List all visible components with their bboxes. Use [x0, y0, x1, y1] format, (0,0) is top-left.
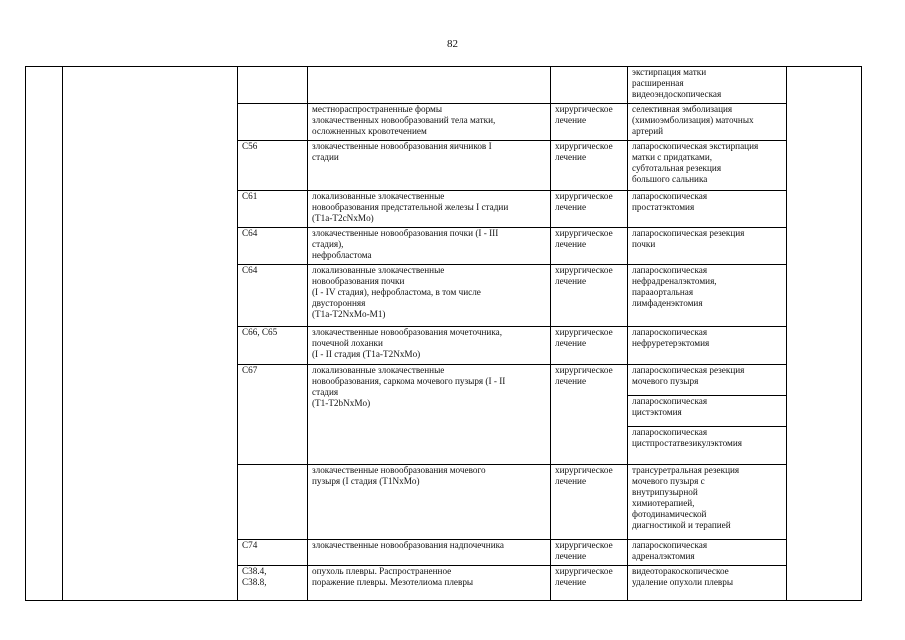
method-text: лапароскопическая простатэктомия: [632, 191, 708, 212]
treatment-cell: хирургическое лечение: [551, 327, 628, 365]
code-cell: C67: [238, 365, 308, 465]
treatment-cell: хирургическое лечение: [551, 465, 628, 540]
condition-cell: локализованные злокачественные новообразования почки (I - IV стадия), нефробластома, в том числе двусторонняя (T1a-T2NxMo-M1): [308, 265, 551, 327]
condition-cell: злокачественные новообразования почки (I - III стадия), нефробластома: [308, 228, 551, 265]
method-cell: [628, 465, 787, 540]
norm-column-cell: [787, 67, 862, 601]
method-text: лапароскопическая нефруретерэктомия: [632, 327, 710, 348]
method-cell: [628, 365, 787, 465]
method-cell: [628, 141, 787, 191]
page-number: 82: [447, 38, 458, 50]
condition-cell: опухоль плевры. Распространенное поражение плевры. Мезотелиома плевры: [308, 566, 551, 601]
method-text: лапароскопическая резекция почки: [632, 228, 745, 249]
method-text: экстирпация матки расширенная видеоэндоскопическая: [632, 67, 722, 99]
method-cell: [628, 67, 787, 104]
method-text: лапароскопическая цистпростатвезикулэктомия: [628, 426, 786, 449]
method-cell: [628, 327, 787, 365]
condition-cell: злокачественные новообразования мочеточника, почечной лоханки (I - II стадия (T1a-T2NxMo): [308, 327, 551, 365]
code-cell: C38.4, C38.8,: [238, 566, 308, 601]
treatment-cell: хирургическое лечение: [551, 265, 628, 327]
condition-cell: локализованные злокачественные новообразования предстательной железы I стадии (T1a-T2cNxMo): [308, 191, 551, 228]
code-cell: C66, C65: [238, 327, 308, 365]
code-cell: C64: [238, 228, 308, 265]
condition-cell: локализованные злокачественные новообразования, саркома мочевого пузыря (I - II стадия (T1-T2bNxMo): [308, 365, 551, 465]
procedures-table: [25, 66, 862, 601]
method-text: лапароскопическая цистэктомия: [628, 395, 786, 426]
condition-cell: злокачественные новообразования мочевого пузыря (I стадия (T1NxMo): [308, 465, 551, 540]
code-cell: [238, 67, 308, 104]
code-cell: [238, 465, 308, 540]
condition-cell: злокачественные новообразования яичников I стадии: [308, 141, 551, 191]
code-cell: C61: [238, 191, 308, 228]
method-text: лапароскопическая экстирпация матки с придатками, субтотальная резекция большого сальника: [632, 141, 759, 184]
treatment-cell: хирургическое лечение: [551, 191, 628, 228]
treatment-cell: хирургическое лечение: [551, 566, 628, 601]
condition-cell: [308, 67, 551, 104]
method-text: селективная эмболизация (химиоэмболизация) маточных артерий: [632, 104, 754, 136]
code-cell: C56: [238, 141, 308, 191]
method-text: видеоторакоскопическое удаление опухоли плевры: [632, 566, 734, 587]
profile-column-cell: [63, 67, 238, 601]
code-cell: [238, 104, 308, 141]
method-text: лапароскопическая нефрадреналэктомия, парааортальная лимфаденэктомия: [632, 265, 717, 308]
method-text: трансуретральная резекция мочевого пузыря с внутрипузырной химиотерапией, фотодинамической диагностикой и терапией: [632, 465, 740, 530]
method-cell: [628, 540, 787, 566]
condition-cell: местнораспространенные формы злокачественных новообразований тела матки, осложненных кровотечением: [308, 104, 551, 141]
treatment-cell: хирургическое лечение: [551, 540, 628, 566]
code-cell: C74: [238, 540, 308, 566]
treatment-cell: [551, 67, 628, 104]
code-cell: C64: [238, 265, 308, 327]
condition-cell: злокачественные новообразования надпочечника: [308, 540, 551, 566]
treatment-cell: хирургическое лечение: [551, 365, 628, 465]
index-column-cell: [26, 67, 63, 601]
method-cell: [628, 265, 787, 327]
treatment-cell: хирургическое лечение: [551, 141, 628, 191]
table-row: [26, 67, 862, 104]
method-cell: [628, 566, 787, 601]
method-cell: [628, 191, 787, 228]
method-cell: [628, 104, 787, 141]
method-text: лапароскопическая адреналэктомия: [632, 540, 708, 561]
method-text: лапароскопическая резекция мочевого пузыря: [632, 365, 745, 386]
treatment-cell: хирургическое лечение: [551, 104, 628, 141]
method-cell: [628, 228, 787, 265]
treatment-cell: хирургическое лечение: [551, 228, 628, 265]
